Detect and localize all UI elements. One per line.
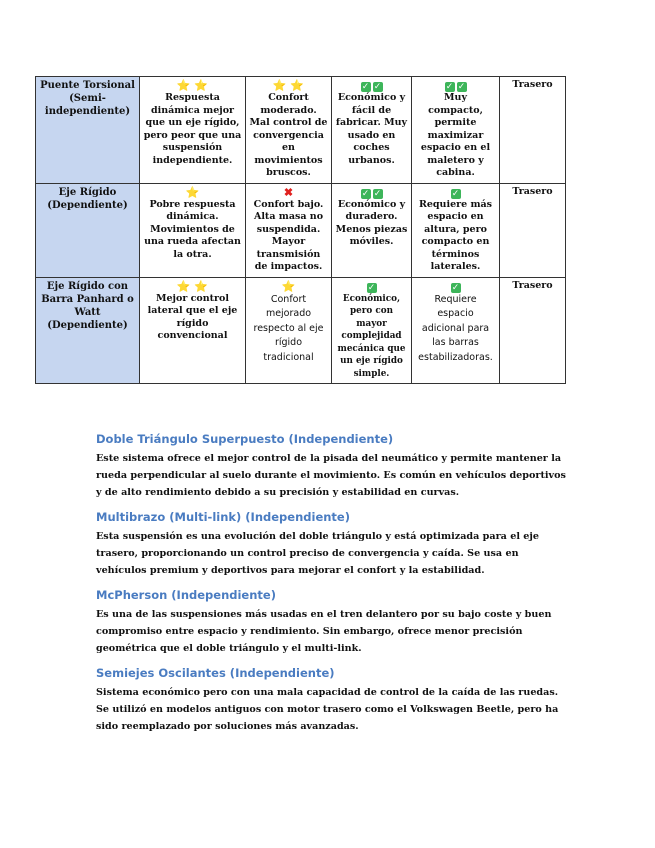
check-icon: ✓ — [373, 188, 382, 199]
star-rating-icon: ⭐ ⭐ — [176, 79, 209, 92]
x-mark-icon: ✖ — [283, 185, 294, 199]
check-icon: ✓ — [457, 82, 466, 92]
check-icon: ✓ — [451, 188, 460, 199]
cost-cell — [332, 277, 412, 384]
cost-cell — [332, 77, 412, 184]
suspension-name: Eje Rígido con Barra Panhard o Watt (Dependiente) — [41, 280, 134, 331]
section-doble-triangulo — [96, 432, 566, 501]
dynamics-text: Mejor control lateral que el eje rígido convencional — [147, 292, 238, 341]
section-multibrazo — [96, 510, 566, 579]
check-icons — [335, 280, 408, 293]
section-heading: McPherson (Independiente) — [96, 588, 276, 602]
check-icons — [335, 79, 408, 92]
comfort-cell — [246, 277, 332, 384]
dynamics-cell — [140, 183, 246, 277]
check-icon: ✓ — [373, 82, 382, 92]
table-row — [36, 277, 566, 384]
suspension-comparison-table — [35, 76, 566, 384]
section-body: Este sistema ofrece el mejor control de la pisada del neumático y permite mantener la rueda perpendicular al suelo durante el movimiento. Es común en vehículos deportivos y de alto rendimiento debido a su precisión y estabilidad en curvas. — [96, 453, 566, 498]
space-cell — [412, 183, 500, 277]
star-rating-icon: ⭐ ⭐ — [176, 279, 209, 293]
star-rating-icon: ⭐ — [281, 279, 296, 293]
dynamics-text: Pobre respuesta dinámica. Movimientos de una rueda afectan la otra. — [144, 198, 241, 260]
suspension-name: Puente Torsional (Semi-independiente) — [40, 80, 135, 117]
check-icon: ✓ — [361, 188, 370, 199]
cost-text: Económico y duradero. Menos piezas móviles. — [335, 198, 408, 247]
section-heading: Doble Triángulo Superpuesto (Independiente) — [96, 432, 394, 446]
suspension-name-cell — [36, 77, 140, 184]
dynamics-text: Respuesta dinámica mejor que un eje rígido, pero peor que una suspensión independiente. — [143, 92, 242, 166]
dynamics-cell — [140, 77, 246, 184]
space-cell — [412, 277, 500, 384]
check-icon: ✓ — [445, 82, 454, 92]
axle-text: Trasero — [512, 279, 553, 291]
axle-text: Trasero — [512, 185, 553, 197]
dynamics-cell — [140, 277, 246, 384]
suspension-name-cell — [36, 183, 140, 277]
check-icons — [415, 280, 496, 293]
section-mcpherson — [96, 588, 566, 657]
comfort-text: Confort mejorado respecto al eje rígido tradicional — [253, 293, 324, 363]
cost-cell — [332, 183, 412, 277]
check-icons — [335, 186, 408, 199]
axle-cell — [500, 183, 566, 277]
table-row — [36, 183, 566, 277]
axle-cell — [500, 77, 566, 184]
check-icon: ✓ — [361, 82, 370, 92]
axle-text: Trasero — [512, 79, 553, 90]
section-body: Esta suspensión es una evolución del doble triángulo y está optimizada para el eje trasero, proporcionando un control preciso de convergencia y caída. Se usa en vehículos premium y deportivos para mejorar el confort y la estabilidad. — [96, 531, 539, 576]
cost-text: Económico, pero con mayor complejidad mecánica que un eje rígido simple. — [337, 293, 406, 379]
section-body: Es una de las suspensiones más usadas en el tren delantero por su bajo coste y buen compromiso entre espacio y rendimiento. Sin embargo, ofrece menor precisión geométrica que el doble triángulo y el multi-link. — [96, 609, 552, 654]
space-text: Muy compacto, permite maximizar espacio en el maletero y cabina. — [420, 92, 491, 178]
suspension-name-cell — [36, 277, 140, 384]
check-icons — [415, 186, 496, 199]
comfort-text: Confort moderado. Mal control de convergencia en movimientos bruscos. — [249, 92, 328, 178]
section-body: Sistema económico pero con una mala capacidad de control de la caída de las ruedas. Se utilizó en modelos antiguos con motor trasero como el Volkswagen Beetle, pero ha sido reemplazado por soluciones más avanzadas. — [96, 687, 559, 732]
section-heading: Multibrazo (Multi-link) (Independiente) — [96, 510, 350, 524]
comfort-cell — [246, 183, 332, 277]
star-rating-icon: ⭐ — [185, 185, 200, 199]
star-rating-icon: ⭐ ⭐ — [272, 79, 305, 92]
space-text: Requiere espacio adicional para las barras estabilizadoras. — [418, 293, 493, 363]
check-icons — [415, 79, 496, 92]
comfort-text: Confort bajo. Alta masa no suspendida. Mayor transmisión de impactos. — [253, 198, 324, 272]
suspension-name: Eje Rígido (Dependiente) — [47, 186, 128, 211]
check-icon: ✓ — [451, 282, 460, 293]
axle-cell — [500, 277, 566, 384]
cost-text: Económico y fácil de fabricar. Muy usado en coches urbanos. — [335, 92, 408, 166]
section-heading: Semiejes Oscilantes (Independiente) — [96, 666, 335, 680]
check-icon: ✓ — [367, 282, 376, 293]
section-semiejes — [96, 666, 566, 735]
table-row — [36, 77, 566, 184]
space-cell — [412, 77, 500, 184]
space-text: Requiere más espacio en altura, pero compacto en términos laterales. — [418, 198, 493, 272]
comfort-cell — [246, 77, 332, 184]
